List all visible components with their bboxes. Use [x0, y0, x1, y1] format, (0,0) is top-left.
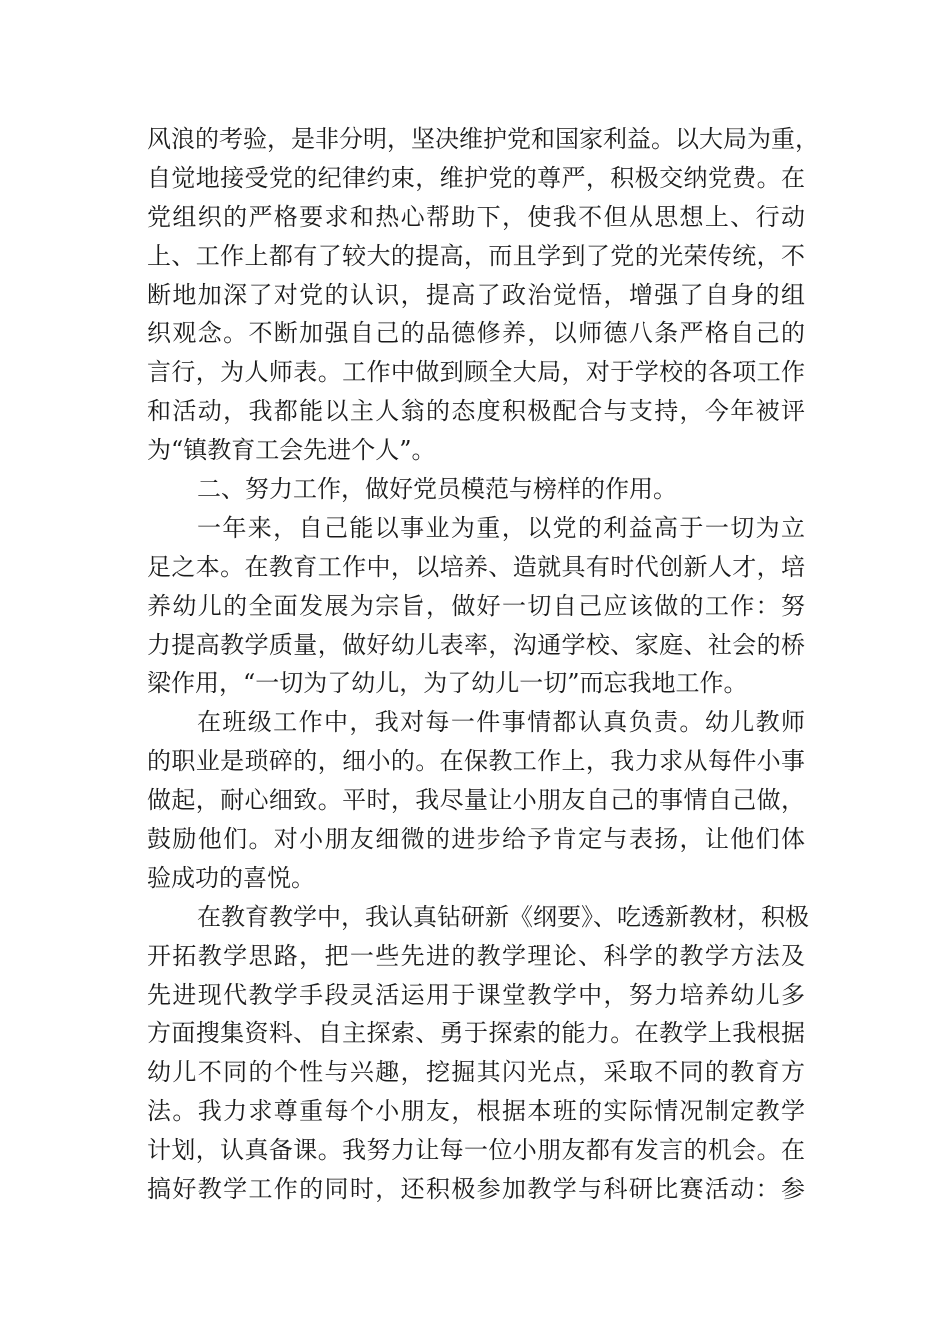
text-line: 风浪的考验，是非分明，坚决维护党和国家利益。以大局为重， [147, 125, 819, 153]
text-line: 力提高教学质量，做好幼儿表率，沟通学校、家庭、社会的桥 [147, 630, 805, 659]
text-line: 一年来，自己能以事业为重，以党的利益高于一切为立 [197, 513, 805, 542]
text-line: 做起，耐心细致。平时，我尽量让小朋友自己的事情自己做， [147, 786, 805, 815]
text-line: 上、工作上都有了较大的提高，而且学到了党的光荣传统，不 [147, 241, 805, 270]
text-line: 和活动，我都能以主人翁的态度积极配合与支持，今年被评 [147, 397, 805, 426]
text-line: 搞好教学工作的同时，还积极参加教学与科研比赛活动：参 [147, 1175, 805, 1204]
text-line: 的职业是琐碎的，细小的。在保教工作上，我力求从每件小事 [147, 747, 805, 776]
text-line: 计划，认真备课。我努力让每一位小朋友都有发言的机会。在 [147, 1136, 805, 1165]
text-line: 在教育教学中，我认真钻研新《纲要》、吃透新教材，积极 [197, 902, 809, 931]
text-line: 梁作用，“一切为了幼儿，为了幼儿一切”而忘我地工作。 [147, 669, 748, 698]
text-line: 为“镇教育工会先进个人”。 [147, 436, 436, 465]
text-line: 先进现代教学手段灵活运用于课堂教学中，努力培养幼儿多 [147, 980, 805, 1009]
text-line: 足之本。在教育工作中，以培养、造就具有时代创新人才，培 [147, 552, 805, 581]
text-line: 党组织的严格要求和热心帮助下，使我不但从思想上、行动 [147, 202, 805, 231]
text-line: 方面搜集资料、自主探索、勇于探索的能力。在教学上我根据 [147, 1019, 805, 1048]
text-line: 开拓教学思路，把一些先进的教学理论、科学的教学方法及 [147, 941, 805, 970]
text-line: 二、努力工作，做好党员模范与榜样的作用。 [197, 475, 677, 504]
document-page [147, 120, 819, 1209]
text-line: 养幼儿的全面发展为宗旨，做好一切自己应该做的工作：努 [147, 591, 805, 620]
text-line: 在班级工作中，我对每一件事情都认真负责。幼儿教师 [197, 708, 805, 737]
text-line: 鼓励他们。对小朋友细微的进步给予肯定与表扬，让他们体 [147, 825, 805, 854]
text-line: 织观念。不断加强自己的品德修养，以师德八条严格自己的 [147, 319, 805, 348]
text-line: 自觉地接受党的纪律约束，维护党的尊严，积极交纳党费。在 [147, 163, 805, 192]
text-line: 幼儿不同的个性与兴趣，挖掘其闪光点，采取不同的教育方 [147, 1058, 805, 1087]
text-line: 验成功的喜悦。 [147, 863, 315, 892]
text-line: 断地加深了对党的认识，提高了政治觉悟，增强了自身的组 [147, 280, 805, 309]
text-line: 法。我力求尊重每个小朋友，根据本班的实际情况制定教学 [147, 1097, 805, 1126]
text-line: 言行，为人师表。工作中做到顾全大局，对于学校的各项工作 [147, 358, 805, 387]
